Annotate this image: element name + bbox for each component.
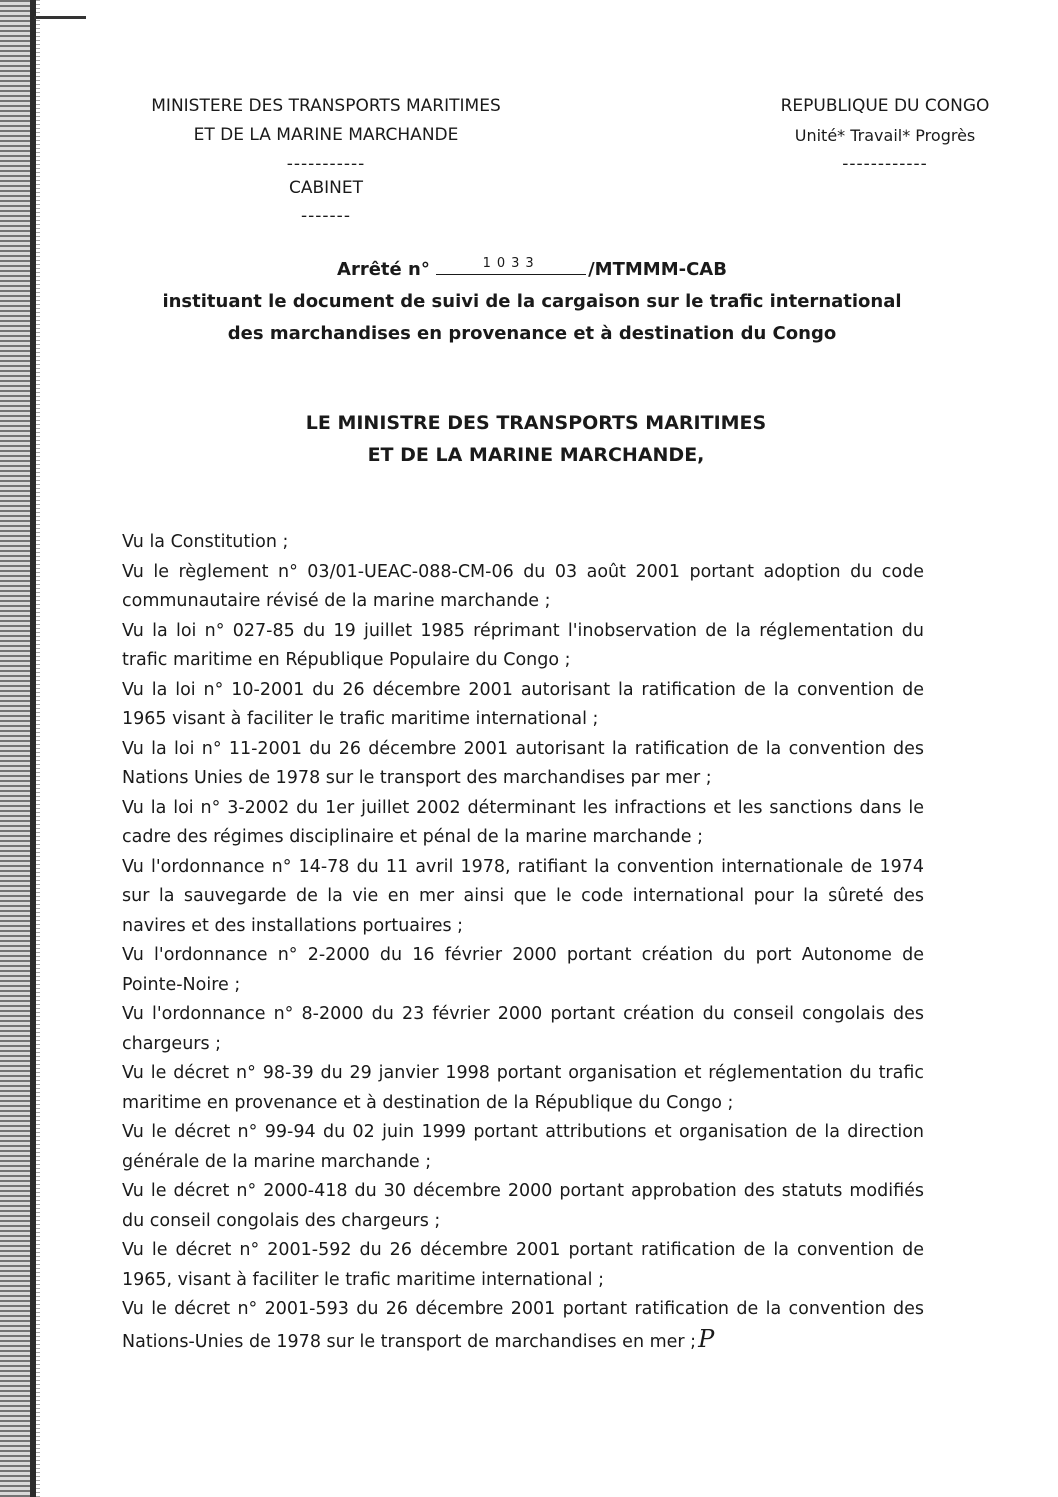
- decree-title: [152, 254, 912, 350]
- decree-prefix: Arrêté n°: [337, 259, 430, 280]
- minister-line-2: ET DE LA MARINE MARCHANDE,: [367, 444, 705, 466]
- cabinet-separator: -------: [301, 206, 351, 226]
- country-name: REPUBLIQUE DU CONGO: [780, 96, 990, 116]
- visa-paragraph: Vu l'ordonnance n° 2-2000 du 16 février 2000 portant création du port Autonome de Pointe-Noire ;: [122, 945, 924, 995]
- handwritten-initials: P: [698, 1324, 715, 1353]
- visa-paragraph: Vu la loi n° 11-2001 du 26 décembre 2001 autorisant la ratification de la convention des Nations Unies de 1978 sur le transport des marchandises par mer ;: [122, 738, 924, 788]
- visa-paragraph: Vu le décret n° 2001-592 du 26 décembre 2001 portant ratification de la convention de 1965, visant à faciliter le trafic maritime international ;: [122, 1240, 924, 1290]
- decree-subtitle-line-2: des marchandises en provenance et à destination du Congo: [227, 323, 837, 344]
- scan-edge-artefact: [0, 0, 30, 1497]
- scan-edge-noise: [36, 0, 40, 1497]
- ministry-line-1: MINISTERE DES TRANSPORTS MARITIMES: [151, 96, 501, 116]
- visa-paragraph: Vu la loi n° 3-2002 du 1er juillet 2002 déterminant les infractions et les sanctions dans le cadre des régimes disciplinaire et pénal de la marine marchande ;: [122, 797, 924, 847]
- republic-header: [735, 92, 1035, 179]
- visa-paragraph: Vu la Constitution ;: [122, 532, 289, 552]
- scan-top-mark: [34, 16, 86, 19]
- visa-text: Vu le décret n° 2001-593 du 26 décembre 2001 portant ratification de la convention des Nations-Unies de 1978 sur le transport de marchandises en mer ;: [122, 1299, 924, 1352]
- ministry-separator: -----------: [286, 154, 366, 174]
- decree-number: 1033: [436, 254, 586, 275]
- cabinet-label: CABINET: [288, 178, 364, 198]
- visa-paragraph: Vu l'ordonnance n° 8-2000 du 23 février 2000 portant création du conseil congolais des chargeurs ;: [122, 1004, 924, 1054]
- visa-paragraph: Vu la loi n° 10-2001 du 26 décembre 2001 autorisant la ratification de la convention de 1965 visant à faciliter le trafic maritime international ;: [122, 679, 924, 729]
- visa-paragraph: Vu l'ordonnance n° 14-78 du 11 avril 1978, ratifiant la convention internationale de 1974 sur la sauvegarde de la vie en mer ainsi que le code international pour la sûreté des navires et des installations portuaires ;: [122, 856, 924, 936]
- visa-paragraph-last: [122, 1295, 924, 1357]
- visa-paragraph: Vu le décret n° 99-94 du 02 juin 1999 portant attributions et organisation de la direction générale de la marine marchande ;: [122, 1122, 924, 1172]
- decree-number-line: [152, 254, 912, 286]
- minister-heading: [176, 407, 896, 471]
- minister-line-1: LE MINISTRE DES TRANSPORTS MARITIMES: [305, 412, 767, 434]
- visas-list: [122, 528, 924, 1357]
- country-separator: ------------: [842, 154, 928, 174]
- decree-subtitle-line-1: instituant le document de suivi de la cargaison sur le trafic international: [162, 291, 902, 312]
- visa-paragraph: Vu la loi n° 027-85 du 19 juillet 1985 réprimant l'inobservation de la réglementation du trafic maritime en République Populaire du Congo ;: [122, 620, 924, 670]
- decree-suffix: /MTMMM-CAB: [588, 259, 727, 280]
- ministry-line-2: ET DE LA MARINE MARCHANDE: [193, 125, 459, 145]
- ministry-header: [86, 92, 566, 179]
- visa-paragraph: Vu le décret n° 2000-418 du 30 décembre 2000 portant approbation des statuts modifiés du conseil congolais des chargeurs ;: [122, 1181, 924, 1231]
- cabinet-block: [86, 174, 566, 230]
- visa-paragraph: Vu le règlement n° 03/01-UEAC-088-CM-06 du 03 août 2001 portant adoption du code communautaire révisé de la marine marchande ;: [122, 561, 924, 611]
- national-motto: Unité* Travail* Progrès: [794, 126, 976, 145]
- visa-paragraph: Vu le décret n° 98-39 du 29 janvier 1998 portant organisation et réglementation du trafic maritime en provenance et à destination de la République du Congo ;: [122, 1063, 924, 1113]
